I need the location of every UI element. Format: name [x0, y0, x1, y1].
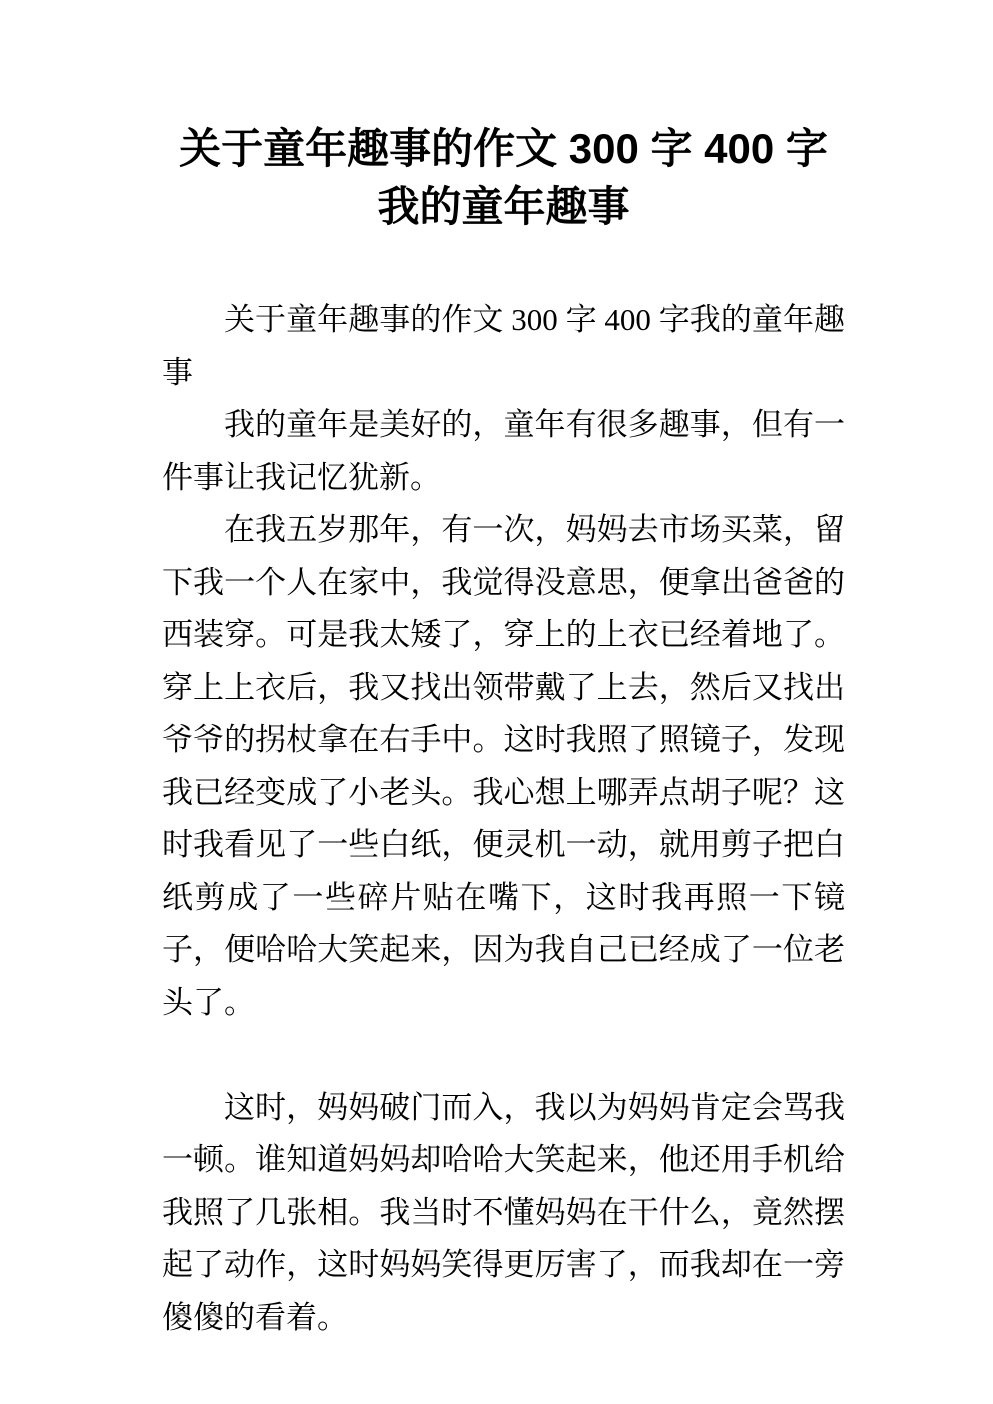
- paragraph-intro: 我的童年是美好的，童年有很多趣事，但有一件事让我记忆犹新。: [162, 407, 845, 495]
- paragraph-ending: 这时，妈妈破门而入，我以为妈妈肯定会骂我一顿。谁知道妈妈却哈哈大笑起来，他还用手机给我照了几张相。我当时不懂妈妈在干什么，竟然摆起了动作，这时妈妈笑得更厉害了，而我却在一旁傻傻的看着。: [162, 1089, 845, 1335]
- document-body: [162, 294, 845, 1344]
- document-title: 关于童年趣事的作文 300 字 400 字我的童年趣事: [179, 125, 828, 230]
- paragraph-story: 在我五岁那年，有一次，妈妈去市场买菜，留下我一个人在家中，我觉得没意思，便拿出爸爸的西装穿。可是我太矮了，穿上的上衣已经着地了。穿上上衣后，我又找出领带戴了上去，然后又找出爷爷的拐杖拿在右手中。这时我照了照镜子，发现我已经变成了小老头。我心想上哪弄点胡子呢？这时我看见了一些白纸，便灵机一动，就用剪子把白纸剪成了一些碎片贴在嘴下，这时我再照一下镜子，便哈哈大笑起来，因为我自己已经成了一位老头了。: [162, 512, 845, 1020]
- paragraph-title-repeat: 关于童年趣事的作文 300 字 400 字我的童年趣事: [162, 302, 845, 390]
